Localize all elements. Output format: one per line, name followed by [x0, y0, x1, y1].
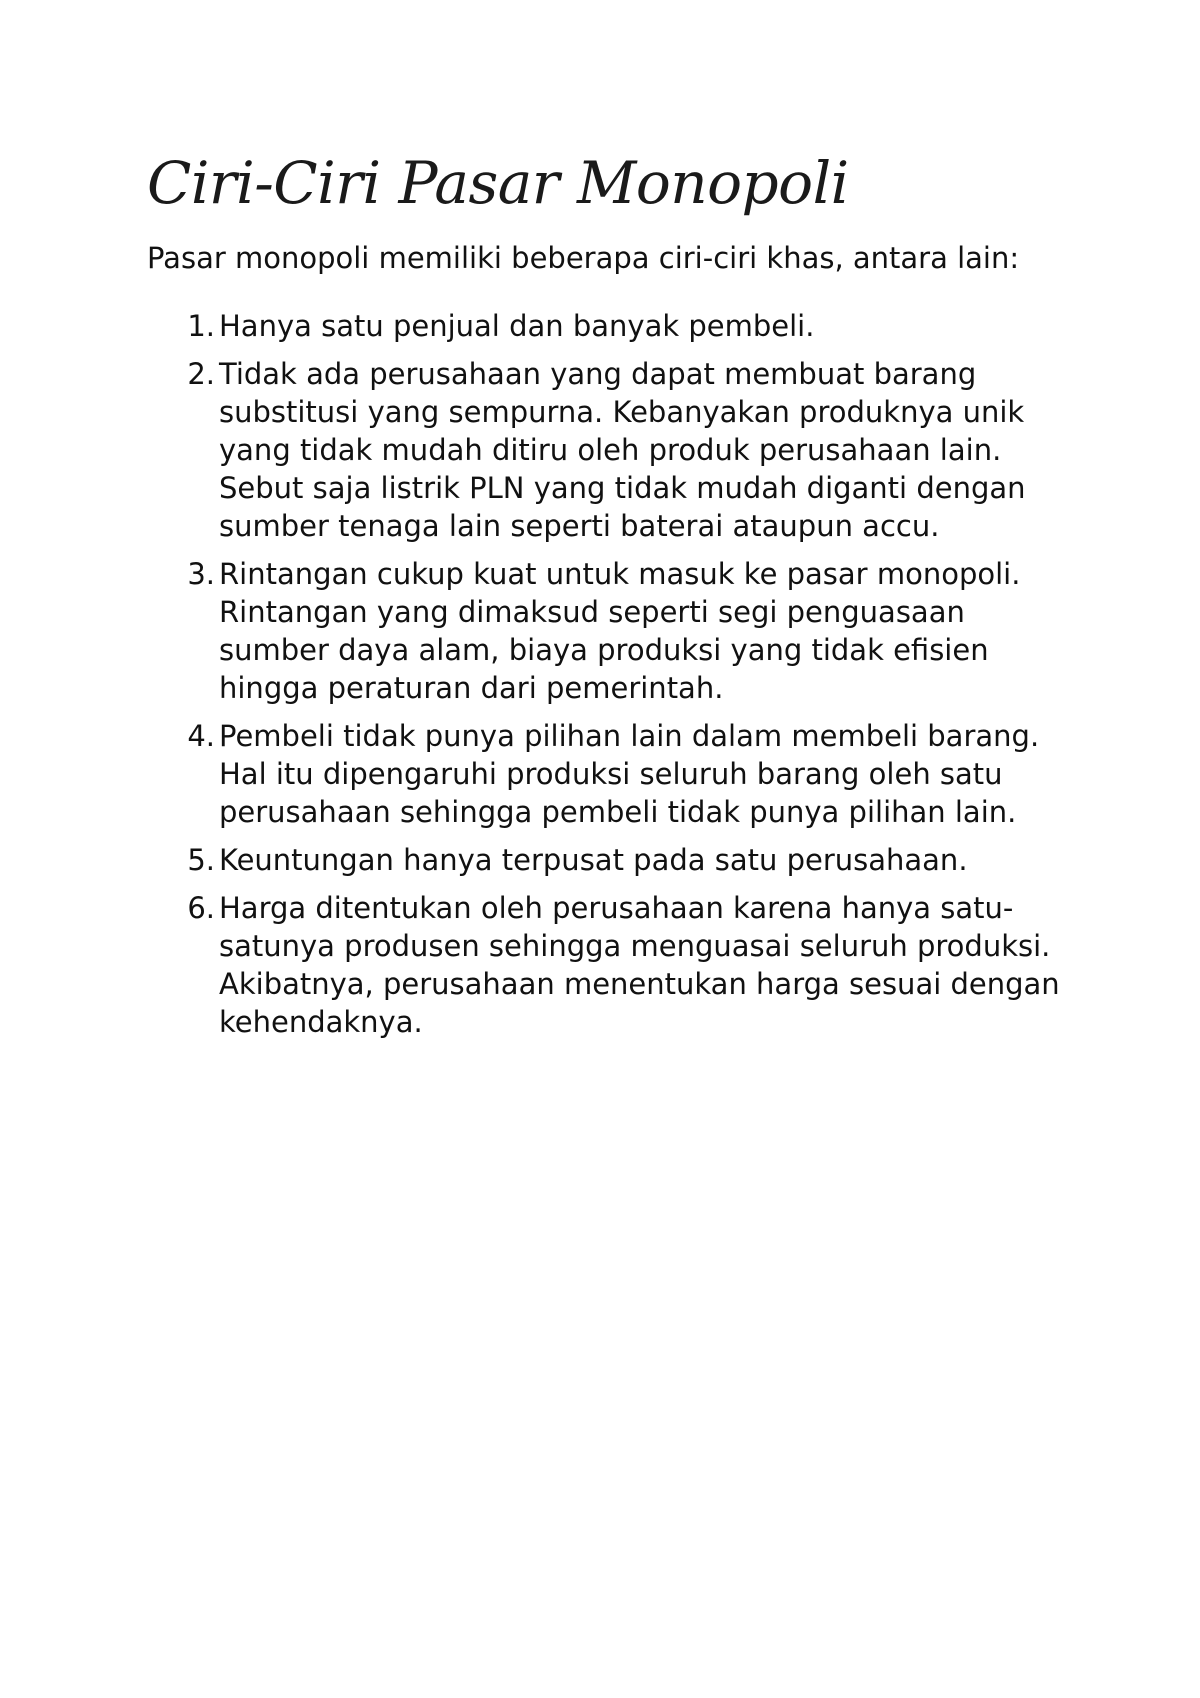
- list-item-number: 2.: [187, 356, 215, 391]
- list-item-number: 6.: [187, 890, 215, 925]
- list-item-text: Pembeli tidak punya pilihan lain dalam membeli barang. Hal itu dipengaruhi produksi seluruh barang oleh satu perusahaan sehingga pembeli tidak punya pilihan lain.: [219, 718, 1040, 829]
- list-item-number: 1.: [187, 308, 215, 343]
- list-item-number: 3.: [187, 556, 215, 591]
- list-item: [147, 307, 1067, 345]
- list-item: [147, 889, 1067, 1041]
- list-item: [147, 555, 1067, 707]
- list-item: [147, 841, 1067, 879]
- list-item: [147, 355, 1067, 545]
- numbered-list: [147, 307, 1067, 1041]
- list-item-text: Rintangan cukup kuat untuk masuk ke pasar monopoli. Rintangan yang dimaksud seperti segi penguasaan sumber daya alam, biaya produksi yang tidak efisien hingga peraturan dari pemerintah.: [219, 556, 1021, 705]
- list-item-text: Tidak ada perusahaan yang dapat membuat barang substitusi yang sempurna. Kebanyakan produknya unik yang tidak mudah ditiru oleh produk perusahaan lain. Sebut saja listrik PLN yang tidak mudah diganti dengan sumber tenaga lain seperti baterai ataupun accu.: [219, 356, 1026, 543]
- list-item-text: Harga ditentukan oleh perusahaan karena hanya satu-satunya produsen sehingga menguasai seluruh produksi. Akibatnya, perusahaan menentukan harga sesuai dengan kehendaknya.: [219, 890, 1060, 1039]
- list-item-text: Hanya satu penjual dan banyak pembeli.: [219, 308, 815, 343]
- document-body: [147, 150, 1067, 1051]
- list-item-text: Keuntungan hanya terpusat pada satu perusahaan.: [219, 842, 968, 877]
- list-item: [147, 717, 1067, 831]
- page-title: Ciri-Ciri Pasar Monopoli: [147, 149, 849, 217]
- list-item-number: 4.: [187, 718, 215, 753]
- intro-paragraph: Pasar monopoli memiliki beberapa ciri-ciri khas, antara lain:: [147, 240, 1020, 275]
- list-item-number: 5.: [187, 842, 215, 877]
